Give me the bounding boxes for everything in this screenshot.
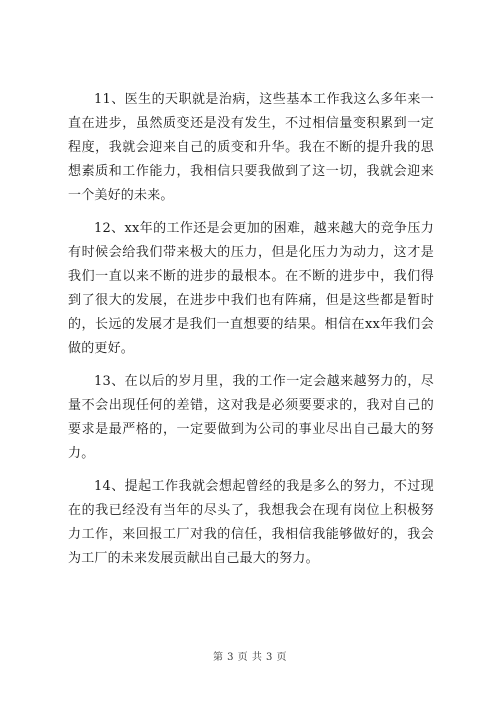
paragraph-13: 13、在以后的岁月里，我的工作一定会越来越努力的，尽量不会出现任何的差错，这对我是必须要要求的，我对自己的要求是最严格的，一定要做到为公司的事业尽出自己最大的努力。 [68, 374, 434, 461]
paragraph-12: 12、xx年的工作还是会更加的困难，越来越大的竞争压力有时候会给我们带来极大的压力，但是化压力为动力，这才是我们一直以来不断的进步的最根本。在不断的进步中，我们得到了很大的发展，在进步中我们也有阵痛，但是这些都是暂时的，长远的发展才是我们一直想要的结果。相信在xx年我们会做的更好。 [68, 221, 434, 356]
paragraph-11: 11、医生的天职就是治病，这些基本工作我这么多年来一直在进步，虽然质变还是没有发生，不过相信量变积累到一定程度，我就会迎来自己的质变和升华。我在不断的提升我的思想素质和工作能力，我相信只要我做到了这一切，我就会迎来一个美好的未来。 [68, 92, 434, 203]
page-number-footer: 第 3 页 共 3 页 [212, 652, 288, 663]
document-body [68, 88, 434, 580]
paragraph-14: 14、提起工作我就会想起曾经的我是多么的努力，不过现在的我已经没有当年的尽头了，我想我会在现有岗位上积极努力工作，来回报工厂对我的信任，我相信我能够做好的，我会为工厂的未来发展贡献出自己最大的努力。 [68, 479, 434, 566]
